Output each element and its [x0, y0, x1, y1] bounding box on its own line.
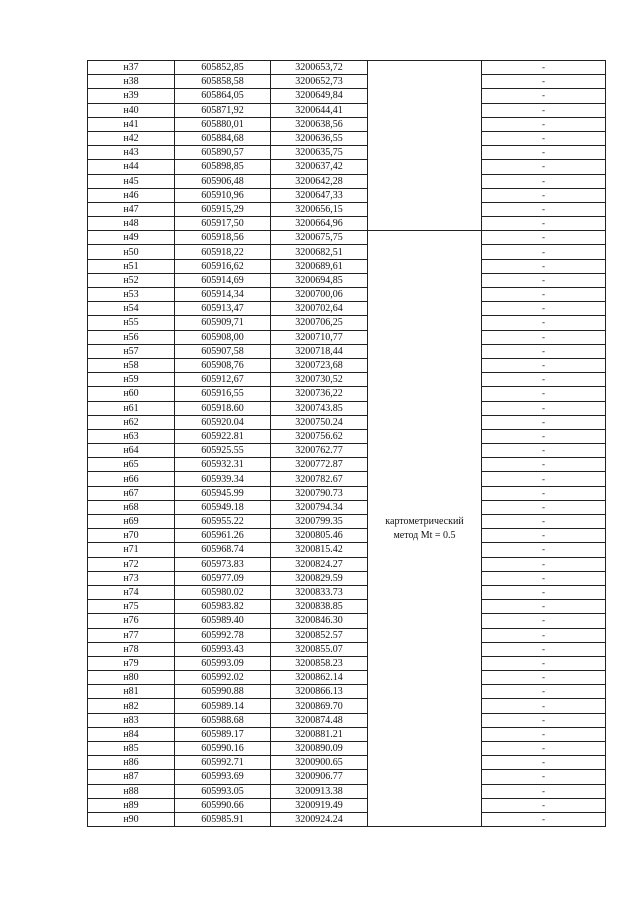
y-coordinate-cell: 3200743.85: [271, 401, 368, 415]
accuracy-value-cell: -: [482, 373, 606, 387]
y-coordinate-cell: 3200736,22: [271, 387, 368, 401]
accuracy-value-cell: -: [482, 685, 606, 699]
table-row: [88, 415, 606, 429]
table-row: [88, 557, 606, 571]
x-coordinate-cell: 605989.40: [175, 614, 271, 628]
x-coordinate-cell: 605989.17: [175, 727, 271, 741]
table-row: [88, 515, 606, 529]
x-coordinate-cell: 605992.78: [175, 628, 271, 642]
x-coordinate-cell: 605945.99: [175, 486, 271, 500]
table-row: [88, 770, 606, 784]
accuracy-value-cell: -: [482, 131, 606, 145]
accuracy-value-cell: -: [482, 61, 606, 75]
table-row: [88, 373, 606, 387]
table-row: [88, 75, 606, 89]
coordinates-table: [87, 60, 606, 827]
x-coordinate-cell: 605993.69: [175, 770, 271, 784]
table-row: [88, 202, 606, 216]
point-id-cell: н42: [88, 131, 175, 145]
accuracy-value-cell: -: [482, 699, 606, 713]
table-row: [88, 61, 606, 75]
point-id-cell: н45: [88, 174, 175, 188]
table-row: [88, 245, 606, 259]
x-coordinate-cell: 605977.09: [175, 571, 271, 585]
x-coordinate-cell: 605918,22: [175, 245, 271, 259]
point-id-cell: н43: [88, 146, 175, 160]
point-id-cell: н75: [88, 600, 175, 614]
coordinates-table-body: [88, 61, 606, 827]
table-row: [88, 160, 606, 174]
accuracy-value-cell: -: [482, 642, 606, 656]
point-id-cell: н65: [88, 458, 175, 472]
accuracy-value-cell: -: [482, 330, 606, 344]
x-coordinate-cell: 605920.04: [175, 415, 271, 429]
accuracy-value-cell: -: [482, 259, 606, 273]
accuracy-value-cell: -: [482, 231, 606, 245]
point-id-cell: н72: [88, 557, 175, 571]
y-coordinate-cell: 3200762.77: [271, 444, 368, 458]
accuracy-value-cell: -: [482, 146, 606, 160]
y-coordinate-cell: 3200702,64: [271, 302, 368, 316]
x-coordinate-cell: 605968.74: [175, 543, 271, 557]
x-coordinate-cell: 605908,00: [175, 330, 271, 344]
table-row: [88, 188, 606, 202]
point-id-cell: н71: [88, 543, 175, 557]
accuracy-value-cell: -: [482, 671, 606, 685]
accuracy-value-cell: -: [482, 188, 606, 202]
y-coordinate-cell: 3200723,68: [271, 358, 368, 372]
accuracy-value-cell: -: [482, 628, 606, 642]
x-coordinate-cell: 605907,58: [175, 344, 271, 358]
x-coordinate-cell: 605858,58: [175, 75, 271, 89]
x-coordinate-cell: 605961.26: [175, 529, 271, 543]
accuracy-value-cell: -: [482, 302, 606, 316]
point-id-cell: н89: [88, 798, 175, 812]
point-id-cell: н73: [88, 571, 175, 585]
table-row: [88, 671, 606, 685]
y-coordinate-cell: 3200799.35: [271, 515, 368, 529]
accuracy-value-cell: -: [482, 656, 606, 670]
x-coordinate-cell: 605983.82: [175, 600, 271, 614]
x-coordinate-cell: 605992.02: [175, 671, 271, 685]
accuracy-value-cell: -: [482, 217, 606, 231]
accuracy-value-cell: -: [482, 358, 606, 372]
accuracy-value-cell: -: [482, 89, 606, 103]
y-coordinate-cell: 3200815.42: [271, 543, 368, 557]
accuracy-value-cell: -: [482, 543, 606, 557]
point-id-cell: н50: [88, 245, 175, 259]
y-coordinate-cell: 3200700,06: [271, 288, 368, 302]
x-coordinate-cell: 605922.81: [175, 429, 271, 443]
method-text-line: метод Mt = 0.5: [393, 529, 456, 541]
table-row: [88, 486, 606, 500]
accuracy-value-cell: -: [482, 103, 606, 117]
accuracy-value-cell: -: [482, 798, 606, 812]
table-row: [88, 330, 606, 344]
x-coordinate-cell: 605939.34: [175, 472, 271, 486]
point-id-cell: н57: [88, 344, 175, 358]
point-id-cell: н46: [88, 188, 175, 202]
point-id-cell: н58: [88, 358, 175, 372]
accuracy-value-cell: -: [482, 585, 606, 599]
x-coordinate-cell: 605908,76: [175, 358, 271, 372]
table-row: [88, 103, 606, 117]
point-id-cell: н61: [88, 401, 175, 415]
y-coordinate-cell: 3200756.62: [271, 429, 368, 443]
x-coordinate-cell: 605993.43: [175, 642, 271, 656]
y-coordinate-cell: 3200805.46: [271, 529, 368, 543]
point-id-cell: н64: [88, 444, 175, 458]
x-coordinate-cell: 605990.16: [175, 742, 271, 756]
x-coordinate-cell: 605880,01: [175, 117, 271, 131]
y-coordinate-cell: 3200782.67: [271, 472, 368, 486]
x-coordinate-cell: 605871,92: [175, 103, 271, 117]
y-coordinate-cell: 3200718,44: [271, 344, 368, 358]
table-row: [88, 742, 606, 756]
accuracy-value-cell: -: [482, 344, 606, 358]
x-coordinate-cell: 605973.83: [175, 557, 271, 571]
point-id-cell: н66: [88, 472, 175, 486]
y-coordinate-cell: 3200647,33: [271, 188, 368, 202]
y-coordinate-cell: 3200637,42: [271, 160, 368, 174]
x-coordinate-cell: 605909,71: [175, 316, 271, 330]
x-coordinate-cell: 605989.14: [175, 699, 271, 713]
accuracy-value-cell: -: [482, 458, 606, 472]
x-coordinate-cell: 605980.02: [175, 585, 271, 599]
table-row: [88, 529, 606, 543]
x-coordinate-cell: 605913,47: [175, 302, 271, 316]
accuracy-value-cell: -: [482, 472, 606, 486]
accuracy-value-cell: -: [482, 444, 606, 458]
accuracy-value-cell: -: [482, 500, 606, 514]
point-id-cell: н62: [88, 415, 175, 429]
table-row: [88, 231, 606, 245]
accuracy-value-cell: -: [482, 117, 606, 131]
table-row: [88, 117, 606, 131]
y-coordinate-cell: 3200824.27: [271, 557, 368, 571]
y-coordinate-cell: 3200706,25: [271, 316, 368, 330]
y-coordinate-cell: 3200913.38: [271, 784, 368, 798]
table-row: [88, 302, 606, 316]
table-row: [88, 429, 606, 443]
point-id-cell: н53: [88, 288, 175, 302]
point-id-cell: н77: [88, 628, 175, 642]
accuracy-value-cell: -: [482, 557, 606, 571]
point-id-cell: н60: [88, 387, 175, 401]
y-coordinate-cell: 3200794.34: [271, 500, 368, 514]
y-coordinate-cell: 3200642,28: [271, 174, 368, 188]
table-row: [88, 614, 606, 628]
table-row: [88, 500, 606, 514]
table-row: [88, 756, 606, 770]
table-row: [88, 656, 606, 670]
table-row: [88, 543, 606, 557]
accuracy-value-cell: -: [482, 415, 606, 429]
y-coordinate-cell: 3200924.24: [271, 812, 368, 826]
point-id-cell: н40: [88, 103, 175, 117]
table-row: [88, 89, 606, 103]
x-coordinate-cell: 605918,56: [175, 231, 271, 245]
method-cell-empty: [368, 61, 482, 231]
y-coordinate-cell: 3200694,85: [271, 273, 368, 287]
point-id-cell: н48: [88, 217, 175, 231]
point-id-cell: н87: [88, 770, 175, 784]
x-coordinate-cell: 605949.18: [175, 500, 271, 514]
x-coordinate-cell: 605906,48: [175, 174, 271, 188]
point-id-cell: н88: [88, 784, 175, 798]
y-coordinate-cell: 3200664,96: [271, 217, 368, 231]
accuracy-value-cell: -: [482, 812, 606, 826]
point-id-cell: н80: [88, 671, 175, 685]
table-row: [88, 273, 606, 287]
x-coordinate-cell: 605916,55: [175, 387, 271, 401]
x-coordinate-cell: 605988.68: [175, 713, 271, 727]
y-coordinate-cell: 3200874.48: [271, 713, 368, 727]
point-id-cell: н49: [88, 231, 175, 245]
table-row: [88, 798, 606, 812]
y-coordinate-cell: 3200846.30: [271, 614, 368, 628]
x-coordinate-cell: 605864,05: [175, 89, 271, 103]
table-row: [88, 344, 606, 358]
point-id-cell: н55: [88, 316, 175, 330]
x-coordinate-cell: 605990.66: [175, 798, 271, 812]
y-coordinate-cell: 3200900.65: [271, 756, 368, 770]
x-coordinate-cell: 605918.60: [175, 401, 271, 415]
y-coordinate-cell: 3200852.57: [271, 628, 368, 642]
x-coordinate-cell: 605917,50: [175, 217, 271, 231]
point-id-cell: н37: [88, 61, 175, 75]
y-coordinate-cell: 3200906.77: [271, 770, 368, 784]
point-id-cell: н44: [88, 160, 175, 174]
x-coordinate-cell: 605992.71: [175, 756, 271, 770]
y-coordinate-cell: 3200833.73: [271, 585, 368, 599]
accuracy-value-cell: -: [482, 202, 606, 216]
x-coordinate-cell: 605912,67: [175, 373, 271, 387]
y-coordinate-cell: 3200790.73: [271, 486, 368, 500]
y-coordinate-cell: 3200689,61: [271, 259, 368, 273]
point-id-cell: н76: [88, 614, 175, 628]
y-coordinate-cell: 3200772.87: [271, 458, 368, 472]
point-id-cell: н56: [88, 330, 175, 344]
y-coordinate-cell: 3200682,51: [271, 245, 368, 259]
y-coordinate-cell: 3200635,75: [271, 146, 368, 160]
accuracy-value-cell: -: [482, 770, 606, 784]
y-coordinate-cell: 3200730,52: [271, 373, 368, 387]
accuracy-value-cell: -: [482, 401, 606, 415]
x-coordinate-cell: 605910,96: [175, 188, 271, 202]
x-coordinate-cell: 605898,85: [175, 160, 271, 174]
accuracy-value-cell: -: [482, 784, 606, 798]
point-id-cell: н51: [88, 259, 175, 273]
point-id-cell: н38: [88, 75, 175, 89]
table-row: [88, 472, 606, 486]
table-row: [88, 699, 606, 713]
x-coordinate-cell: 605985.91: [175, 812, 271, 826]
y-coordinate-cell: 3200829.59: [271, 571, 368, 585]
x-coordinate-cell: 605914,69: [175, 273, 271, 287]
point-id-cell: н67: [88, 486, 175, 500]
accuracy-value-cell: -: [482, 75, 606, 89]
x-coordinate-cell: 605925.55: [175, 444, 271, 458]
y-coordinate-cell: 3200858.23: [271, 656, 368, 670]
accuracy-value-cell: -: [482, 316, 606, 330]
accuracy-value-cell: -: [482, 571, 606, 585]
point-id-cell: н39: [88, 89, 175, 103]
accuracy-value-cell: -: [482, 756, 606, 770]
point-id-cell: н81: [88, 685, 175, 699]
table-row: [88, 217, 606, 231]
point-id-cell: н86: [88, 756, 175, 770]
point-id-cell: н68: [88, 500, 175, 514]
point-id-cell: н63: [88, 429, 175, 443]
table-row: [88, 146, 606, 160]
y-coordinate-cell: 3200653,72: [271, 61, 368, 75]
table-row: [88, 812, 606, 826]
point-id-cell: н78: [88, 642, 175, 656]
x-coordinate-cell: 605955.22: [175, 515, 271, 529]
point-id-cell: н59: [88, 373, 175, 387]
point-id-cell: н84: [88, 727, 175, 741]
y-coordinate-cell: 3200866.13: [271, 685, 368, 699]
y-coordinate-cell: 3200636,55: [271, 131, 368, 145]
accuracy-value-cell: -: [482, 486, 606, 500]
x-coordinate-cell: 605890,57: [175, 146, 271, 160]
table-row: [88, 585, 606, 599]
point-id-cell: н79: [88, 656, 175, 670]
x-coordinate-cell: 605932.31: [175, 458, 271, 472]
table-row: [88, 458, 606, 472]
y-coordinate-cell: 3200750.24: [271, 415, 368, 429]
y-coordinate-cell: 3200652,73: [271, 75, 368, 89]
y-coordinate-cell: 3200862.14: [271, 671, 368, 685]
table-row: [88, 600, 606, 614]
point-id-cell: н82: [88, 699, 175, 713]
accuracy-value-cell: -: [482, 429, 606, 443]
accuracy-value-cell: -: [482, 174, 606, 188]
table-row: [88, 288, 606, 302]
x-coordinate-cell: 605884,68: [175, 131, 271, 145]
y-coordinate-cell: 3200890.09: [271, 742, 368, 756]
y-coordinate-cell: 3200710,77: [271, 330, 368, 344]
y-coordinate-cell: 3200855.07: [271, 642, 368, 656]
x-coordinate-cell: 605916,62: [175, 259, 271, 273]
y-coordinate-cell: 3200919.49: [271, 798, 368, 812]
table-row: [88, 131, 606, 145]
accuracy-value-cell: -: [482, 160, 606, 174]
table-row: [88, 628, 606, 642]
point-id-cell: н47: [88, 202, 175, 216]
table-row: [88, 259, 606, 273]
table-row: [88, 727, 606, 741]
table-row: [88, 401, 606, 415]
accuracy-value-cell: -: [482, 288, 606, 302]
table-row: [88, 358, 606, 372]
point-id-cell: н90: [88, 812, 175, 826]
point-id-cell: н54: [88, 302, 175, 316]
point-id-cell: н41: [88, 117, 175, 131]
x-coordinate-cell: 605993.05: [175, 784, 271, 798]
accuracy-value-cell: -: [482, 614, 606, 628]
y-coordinate-cell: 3200869.70: [271, 699, 368, 713]
point-id-cell: н83: [88, 713, 175, 727]
table-row: [88, 784, 606, 798]
y-coordinate-cell: 3200638,56: [271, 117, 368, 131]
point-id-cell: н52: [88, 273, 175, 287]
y-coordinate-cell: 3200656,15: [271, 202, 368, 216]
accuracy-value-cell: -: [482, 273, 606, 287]
table-row: [88, 685, 606, 699]
point-id-cell: н69: [88, 515, 175, 529]
accuracy-value-cell: -: [482, 727, 606, 741]
accuracy-value-cell: -: [482, 529, 606, 543]
y-coordinate-cell: 3200838.85: [271, 600, 368, 614]
y-coordinate-cell: 3200881.21: [271, 727, 368, 741]
accuracy-value-cell: -: [482, 600, 606, 614]
table-row: [88, 387, 606, 401]
y-coordinate-cell: 3200675,75: [271, 231, 368, 245]
y-coordinate-cell: 3200644,41: [271, 103, 368, 117]
point-id-cell: н70: [88, 529, 175, 543]
accuracy-value-cell: -: [482, 742, 606, 756]
accuracy-value-cell: -: [482, 245, 606, 259]
point-id-cell: н85: [88, 742, 175, 756]
accuracy-value-cell: -: [482, 713, 606, 727]
x-coordinate-cell: 605993.09: [175, 656, 271, 670]
accuracy-value-cell: -: [482, 387, 606, 401]
table-row: [88, 713, 606, 727]
table-row: [88, 316, 606, 330]
table-row: [88, 444, 606, 458]
x-coordinate-cell: 605915,29: [175, 202, 271, 216]
method-cell: [368, 231, 482, 827]
table-row: [88, 642, 606, 656]
x-coordinate-cell: 605852,85: [175, 61, 271, 75]
method-text-line: картометрический: [385, 515, 464, 527]
y-coordinate-cell: 3200649,84: [271, 89, 368, 103]
accuracy-value-cell: -: [482, 515, 606, 529]
point-id-cell: н74: [88, 585, 175, 599]
table-row: [88, 174, 606, 188]
x-coordinate-cell: 605990.88: [175, 685, 271, 699]
x-coordinate-cell: 605914,34: [175, 288, 271, 302]
table-row: [88, 571, 606, 585]
